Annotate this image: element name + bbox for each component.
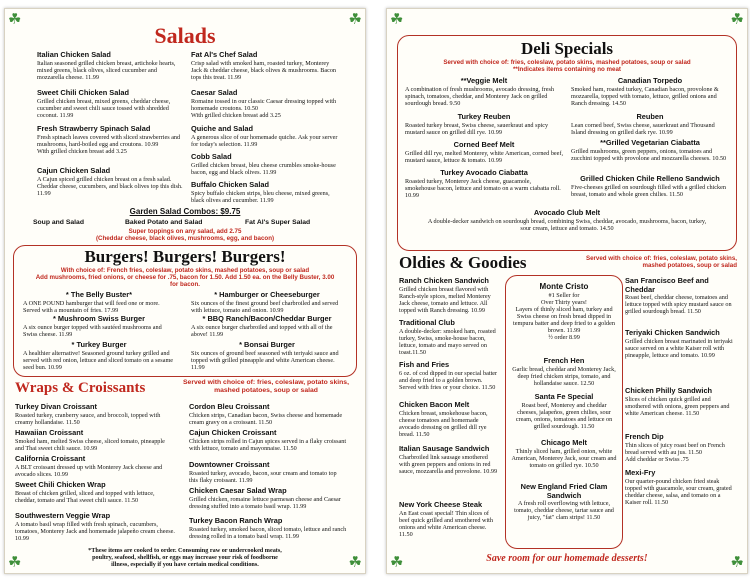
menu-item: Southwestern Veggie Wrap A tomato basil wrap filled with fresh spinach, cucumbers, tomatoes, Monterey Jack and homemade jalapeño cream cheese. 10.99 [15, 511, 175, 542]
wraps-title: Wraps & Croissants [15, 380, 146, 396]
menu-item: Turkey Reuben Roasted turkey breast, Swiss cheese, sauerkraut and spicy mustard sauce on grilled dill rye. 10.99 [405, 112, 549, 136]
combo-title: Garden Salad Combos: $9.75 [129, 207, 241, 216]
shamrock-icon: ☘ [348, 10, 362, 28]
menu-item: Sweet Chili Chicken Salad Grilled chicken breast, mixed greens, cheddar cheese, cucumber and sweet chili sauce tossed with shredded coconut. 11.99 [37, 88, 171, 119]
menu-item: Chicago Melt Thinly sliced ham, grilled onion, white American, Monterey Jack, sour cream and tomato on grilled rye. 10.50 [511, 438, 617, 469]
menu-item: Cordon Bleu Croissant Chicken strips, Canadian bacon, Swiss cheese and homemade cream gravy on a croissant. 11.50 [189, 402, 343, 426]
menu-item: Corned Beef Melt Grilled dill rye, melted Monterey, white American, corned beef, mustard sauce, lettuce & tomato. 10.99 [405, 140, 564, 164]
menu-item: Buffalo Chicken Salad Spicy buffalo chicken strips, bleu cheese, mixed greens, black olives and cucumber. 11.99 [191, 180, 330, 204]
menu-item: Chicken Bacon Melt Chicken breast, smokehouse bacon, cheese tomatoes and homemade avocado dressing on grilled dill rye bread. 11.50 [399, 400, 488, 438]
menu-item: San Francisco Beef and Cheddar Roast beef, cheddar cheese, tomatoes and lettuce topped with spicy mustard sauce on grilled sourdough bread. 11.50 [625, 276, 732, 316]
menu-item: Italian Chicken Salad Italian seasoned grilled chicken breast, artichoke hearts, mixed greens, black olives, sliced cucumber and mozzarella cheese. 11.99 [37, 50, 176, 81]
menu-item: Chicken Caesar Salad Wrap Grilled chicken, romaine lettuce parmesan cheese and Caesar dressing stuffed into a tomato basil wrap. 11.99 [189, 486, 341, 510]
combo-option: Fat Al's Super Salad [245, 219, 311, 226]
menu-item: French Dip Thin slices of juicy roast beef on French bread served with au jus. 11.50 Add cheddar or Swiss .75 [625, 432, 725, 463]
menu-item: Cajun Chicken Croissant Chicken strips rolled in Cajun spices served in a flaky croissant with lettuce, tomato and mayonnaise. 11.50 [189, 428, 347, 452]
menu-item: Fat Al's Chef Salad Crisp salad with smoked ham, roasted turkey, Monterey Jack & cheddar cheese, black olives & mushrooms. Bacon tops this treat. 11.99 [191, 50, 337, 81]
menu-item: Canadian Torpedo Smoked ham, roasted turkey, Canadian bacon, provolone & mozzarella, topped with tomato, lettuce, grilled onions and Ranch dressing. 14.50 [571, 76, 719, 107]
menu-item: Chicken Philly Sandwich Slices of chicken quick grilled and smothered with onions, green peppers and white American cheese. 11.50 [625, 386, 730, 417]
combo-option: Soup and Salad [33, 219, 84, 226]
toppings-note: Super toppings on any salad, add 2.75 (Cheddar cheese, black olives, mushrooms, egg, and bacon) [95, 228, 275, 242]
menu-item: Ranch Chicken Sandwich Grilled chicken breast flavored with Ranch-style spices, melted Monterey Jack cheese, tomato and lettuce. All topped with Ranch dressing. 10.99 [399, 276, 491, 314]
veg-note: **Indicates items containing no meat [513, 66, 621, 73]
deli-title: Deli Specials [520, 39, 614, 58]
menu-item: * Hamburger or Cheeseburger Six ounces of the finest ground beef charbroiled and served with lettuce, tomato and onion. 10.99 [191, 290, 339, 314]
menu-item: * Bonsai Burger Six ounces of ground beef seasoned with teriyaki sauce and topped with grilled pineapple and white American cheese. 11.99 [191, 340, 339, 371]
menu-item: Turkey Avocado Ciabatta Roasted turkey, Monterey Jack cheese, guacamole, smokehouse bacon, lettuce and tomato on a warm ciabatta roll. 10.99 [405, 168, 561, 199]
menu-item: Teriyaki Chicken Sandwich Grilled chicken breast marinated in teriyaki sauce served on a white Kaiser roll with pineapple, lettuce and tomato. 10.99 [625, 328, 733, 359]
menu-item: Turkey Bacon Ranch Wrap Roasted turkey, smoked bacon, sliced tomato, lettuce and ranch dressing rolled in a tomato basil wrap. 11.99 [189, 516, 347, 540]
menu-item: * The Belly Buster* A ONE POUND hamburger that will feed one or more. Served with a mountain of fries. 17.99 [23, 290, 160, 314]
menu-item: Traditional Club A double-decker: smoked ham, roasted turkey, Swiss, smoke-house bacon, lettuce, tomato and mayo served on toast.11.50 [399, 318, 496, 356]
deli-note: Served with choice of: fries, coleslaw, potato skins, mashed potatoes, soup or salad [443, 59, 691, 66]
shamrock-icon: ☘ [8, 553, 22, 571]
shamrock-icon: ☘ [348, 553, 362, 571]
right-menu-page [386, 8, 748, 574]
oldies-title: Oldies & Goodies [399, 253, 527, 272]
shamrock-icon: ☘ [8, 10, 22, 28]
menu-item: French Hen Garlic bread, cheddar and Monterey Jack, deep fried chicken strips, tomato, and hollandaise sauce. 12.50 [512, 356, 616, 387]
shamrock-icon: ☘ [730, 10, 744, 28]
menu-item: Santa Fe Special Roast beef, Monterey and cheddar cheeses, jalapeños, green chilies, sour cream, onions, tomatoes and lettuce on grilled sourdough. 11.50 [515, 392, 613, 430]
menu-item: Quiche and Salad A generous slice of our homemade quiche. Ask your server for today's selection. 11.99 [191, 124, 338, 148]
raw-food-disclaimer: *These items are cooked to order. Consuming raw or undercooked meats, poultry, seafood, shellfish, or eggs may increase your risk of foodborne illness, especially if you have certain medical conditions. [88, 547, 282, 568]
menu-item: * Turkey Burger A healthier alternative! Seasoned ground turkey grilled and served with red onion, lettuce and sliced tomato on a sesame seed bun. 10.99 [23, 340, 174, 371]
menu-item: * BBQ Ranch/Bacon/Cheddar Burger A six ounce burger charbroiled and topped with all of the above! 11.99 [191, 314, 333, 338]
wraps-note: Served with choice of: fries, coleslaw, potato skins, mashed potatoes, soup or salad [183, 379, 349, 394]
shamrock-icon: ☘ [730, 553, 744, 571]
menu-item: Reuben Lean corned beef, Swiss cheese, sauerkraut and Thousand Island dressing on grilled dark rye. 10.99 [571, 112, 715, 136]
dessert-tagline: Save room for our homemade desserts! [486, 553, 648, 564]
menu-item: Fresh Strawberry Spinach Salad Fresh spinach leaves covered with sliced strawberries and mushrooms, hard-boiled egg and croutons. 10.99 With grilled chicken breast add 3.25 [37, 124, 181, 155]
menu-item: * Mushroom Swiss Burger A six ounce burger topped with sautéed mushrooms and Swiss cheese. 11.99 [23, 314, 162, 338]
menu-item: New York Cheese Steak An East coast special! Thin slices of beef quick grilled and smothered with onions and white American cheese. 11.50 [399, 500, 493, 538]
menu-item: Cajun Chicken Salad A Cajun spiced grilled chicken breast on a fresh salad. Cheddar cheese, cucumbers, and black olives top this dish. 11.99 [37, 166, 183, 197]
menu-item: Mexi-Fry Our quarter-pound chicken fried steak topped with guacamole, sour cream, grated cheddar cheese, salsa, and tomato on a Kaiser roll. 11.50 [625, 468, 732, 506]
menu-item: Fish and Fries 6 oz. of cod dipped in our special batter and deep fried to a golden brown. Served with fries or your choice. 11.50 [399, 360, 498, 391]
menu-item: Italian Sausage Sandwich Charbroiled link sausage smothered with green peppers and onions in red sauce, mozzarella and provolone. 10.99 [399, 444, 498, 475]
menu-item: Monte Cristo #1 Seller for Over Thirty years! Layers of thinly sliced ham, turkey and Swiss cheese on fresh bread dipped in tempura batter and deep fried to a golden brown. 11.99 ½ order 8.99 [513, 282, 615, 341]
burgers-title: Burgers! Burgers! Burgers! [84, 247, 286, 266]
menu-item: California Croissant A BLT croissant dressed up with Monterey Jack cheese and avocado slices. 10.99 [15, 454, 163, 478]
menu-item: Avocado Club Melt A double-decker sandwich on sourdough bread, combining Swiss, cheddar, avocado, mushrooms, bacon, turkey, sour cream, lettuce and tomato. 14.50 [427, 208, 707, 232]
left-menu-page [4, 8, 366, 574]
shamrock-icon: ☘ [390, 10, 404, 28]
menu-item: Cobb Salad Grilled chicken breast, bleu cheese crumbles smoke-house bacon, egg and black olives. 11.99 [191, 152, 336, 176]
burgers-note: With choice of: French fries, coleslaw, potato skins, mashed potatoes, soup or salad Add mushrooms, fried onions, or cheese for .75, bacon for 1.50. Add 1.50 ea. on the Belly Buster, 3.00 for bacon. [35, 267, 335, 288]
salads-title: Salads [154, 23, 216, 48]
menu-item: Grilled Chicken Chile Relleno Sandwich Five-cheeses grilled on sourdough filled with a grilled chicken breast, tomato and whole green chilies. 11.50 [571, 174, 726, 198]
menu-item: Sweet Chili Chicken Wrap Breast of chicken grilled, sliced and topped with lettuce, cheddar, tomato and Thai sweet chili sauce. 11.50 [15, 480, 155, 504]
menu-item: New England Fried Clam Sandwich A fresh roll overflowing with lettuce, tomato, cheddar cheese, tartar sauce and juicy, "fat" clam strips! 11.50 [514, 482, 614, 522]
menu-item: **Grilled Vegetarian Ciabatta Grilled mushrooms, green peppers, onions, tomatoes and zucchini topped with provolone and mozzarella cheeses. 10.50 [571, 138, 727, 162]
menu-item: Caesar Salad Romaine tossed in our classic Caesar dressing topped with homemade croutons. 10.50 With grilled chicken breast add 3.25 [191, 88, 337, 119]
menu-item: Turkey Divan Croissant Roasted turkey, cranberry sauce, and broccoli, topped with creamy hollandaise. 11.50 [15, 402, 161, 426]
combo-option: Baked Potato and Salad [125, 219, 203, 226]
oldies-note: Served with choice of: fries, coleslaw, potato skins, mashed potatoes, soup or salad [585, 255, 737, 269]
menu-item: Downtowner Croissant Roasted turkey, avocado, bacon, sour cream and tomato top this flaky croissant. 11.99 [189, 460, 337, 484]
menu-item: **Veggie Melt A combination of fresh mushrooms, avocado dressing, fresh spinach, tomatoes, cheddar, and Monterey Jack on grilled sourdough bread. 9.50 [405, 76, 554, 107]
menu-item: Hawaiian Croissant Smoked ham, melted Swiss cheese, sliced tomato, pineapple and Thai sweet chili sauce. 10.99 [15, 428, 165, 452]
shamrock-icon: ☘ [390, 553, 404, 571]
